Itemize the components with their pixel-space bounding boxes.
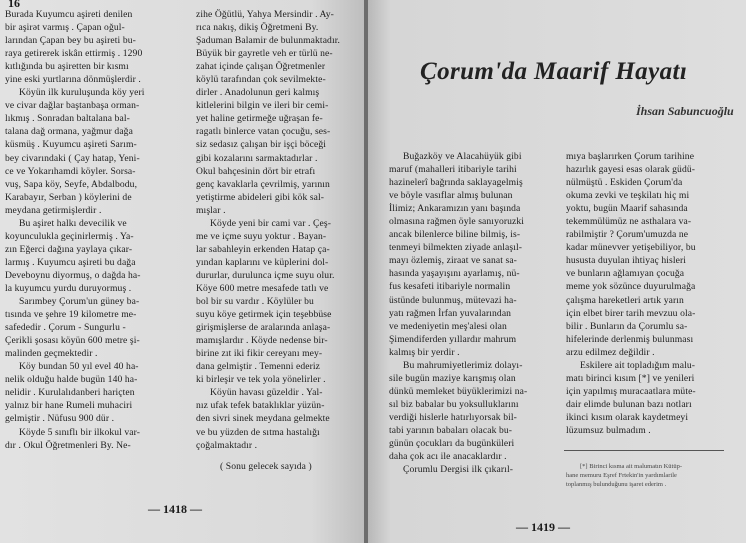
text-line: tenmeyi bilmekten ziyade anlaşıl- xyxy=(389,242,523,254)
text-line: ikinci kısım olarak kaydetmeyi xyxy=(566,411,689,423)
text-line: rıca nakış, dikiş Öğretmeni By. xyxy=(196,22,319,34)
text-line: verdiği hislerle hatırlıyorsak bil- xyxy=(389,411,517,423)
text-line: ki birleşir ve tek yola yönelirler . xyxy=(196,374,326,386)
text-line: yatı rağmen İrfan yuvalarından xyxy=(389,307,512,319)
article-title: Çorum'da Maarif Hayatı xyxy=(420,58,688,85)
text-line: Köyde 5 sınıflı bir ilkokul var- xyxy=(19,426,141,438)
text-line: me ve içme suyu yoktur . Bayan- xyxy=(196,230,327,242)
text-line: köylü tarafından çok sevilmekte- xyxy=(196,74,326,86)
text-line: kitlelerini bilgin ve ileri bir cemi- xyxy=(196,100,329,112)
text-line: çalışma hareketleri artık yarın xyxy=(566,294,684,306)
text-line: hazırlık gayesi esas olarak güdü- xyxy=(566,164,696,176)
text-line: mamışlardır . Köyde nedense bir- xyxy=(196,335,328,347)
text-line: zın Eğerci dağına yaylaya çıkar- xyxy=(5,243,133,255)
text-line: daha çok acı ile anacaklardır . xyxy=(389,451,507,463)
text-line: zihe Öğütlü, Yahya Mersindir . Ay- xyxy=(196,9,334,20)
right-column-1 xyxy=(389,150,567,476)
text-line: hifelerinde derlenmiş bulunması xyxy=(566,333,694,345)
text-line: tısında ve şehre 19 kilometre me- xyxy=(5,309,137,321)
text-line: vuş, Sapa köy, Seyfe, Abdalbodu, xyxy=(5,178,138,190)
text-line: bey civarındaki ( Çay hatap, Yeni- xyxy=(5,152,140,164)
text-line: Köyün havası güzeldir . Yal- xyxy=(210,387,323,399)
text-line: Burada Kuyumcu aşireti denilen xyxy=(5,9,133,20)
text-line: Şimendiferden yıllardır mahrum xyxy=(389,333,517,345)
text-line: girişmişlerse de aralarında anlaşa- xyxy=(196,322,331,334)
text-line: meydana getirmişlerdir . xyxy=(5,204,102,216)
text-line: Sarımbey Çorum'un güney ba- xyxy=(19,296,140,308)
text-line: Büyük bir gayretle veh er türlü ne- xyxy=(196,48,333,60)
text-line: yından kaplarını ve küplerini dol- xyxy=(196,256,329,268)
text-line: hane memuru Eşref Frtekin'in yardımlarile xyxy=(566,472,677,479)
text-line: ve bunların ağlamıyan çocuğa xyxy=(566,268,685,280)
text-line: la kuyumcu yurdu duruyormuş . xyxy=(5,282,132,294)
article-author: İhsan Sabuncuoğlu xyxy=(636,104,734,118)
text-line: bol bir su vardır . Köylüler bu xyxy=(196,296,314,308)
text-line: ( Sonu gelecek sayıda ) xyxy=(220,460,312,472)
right-column-2 xyxy=(566,150,738,437)
text-line: matı birinci kısım [*] ve yenileri xyxy=(566,372,695,384)
text-line: dünkü memleket büyüklerimizi na- xyxy=(389,385,528,397)
text-line: Çorumlu Dergisi ilk çıkarıl- xyxy=(403,464,514,476)
text-line: meme yok sözünce duyurulmağa xyxy=(566,281,696,293)
text-line: yalnız bir hane Rumeli muhaciri xyxy=(5,400,133,412)
text-line: Köyün ilk kuruluşunda köy yeri xyxy=(19,87,145,99)
text-line: dana gelmiştir . Temenni ederiz xyxy=(196,361,320,373)
text-line: lüzumsuz bulmadım . xyxy=(566,424,651,436)
text-line: rabilmiştir ? Çorum'umuzda ne xyxy=(566,229,689,241)
text-line: Köy bundan 50 yıl evel 40 ha- xyxy=(19,361,139,373)
text-line: maruf (mahalleri itibariyle tarihi xyxy=(389,164,517,176)
text-line: larından Çapan bey bu aşireti bu- xyxy=(5,35,136,47)
text-line: Çerikli şosası köyün 600 metre şi- xyxy=(5,335,140,347)
text-line: malinden geçmektedir . xyxy=(5,348,98,360)
text-line: çoğalmaktadır . xyxy=(196,439,258,451)
footnote xyxy=(566,462,738,489)
text-line: kadar münevver yetişebiliyor, bu xyxy=(566,242,696,254)
text-line: tekemmülümüz ne asthalara va- xyxy=(566,216,692,228)
text-line: tabi yarının babaları olacak bu- xyxy=(389,424,513,436)
page-number-left: — 1418 — xyxy=(148,502,202,516)
text-line: Eskilere ait topladığım malu- xyxy=(580,359,696,371)
text-line: nülmüştü . Eskiden Çorum'da xyxy=(566,177,683,189)
text-line: zahat içinde çalışan Öğretmenler xyxy=(196,61,326,73)
text-line: fus kesafeti itibariyle normalin xyxy=(389,281,511,293)
text-line: safededir . Çorum - Sungurlu - xyxy=(5,322,126,334)
text-line: için elbet birer tarih mevzuu ola- xyxy=(566,307,696,319)
text-line: raya getirerek iskân ettirmiş . 1290 xyxy=(5,48,143,60)
text-line: ve bu yüzden de sıtma hastalığı xyxy=(196,426,320,438)
text-line: den sivri sinek meydana gelmekte xyxy=(196,413,330,425)
text-line: için yapılmış muracaatlara müte- xyxy=(566,385,696,397)
text-line: dirler . Anadolunun geri kalmış xyxy=(196,87,320,99)
text-line: okuma zevki ve teşkilatı hiç mi xyxy=(566,190,690,202)
text-line: bilir . Bunların da Çorumlu sa- xyxy=(566,320,688,332)
text-line: günün çocukları da bugünküleri xyxy=(389,438,515,450)
text-line: Okul bahçesinin dört bir etrafı xyxy=(196,165,316,177)
text-line: lar sabahleyin erkenden Hatap ça- xyxy=(196,243,330,255)
text-line: arzu edilmez değildir . xyxy=(566,346,655,358)
text-line: talana dağ ormana, yağmur dağa xyxy=(5,126,133,138)
text-line: kalmış bir yerdir . xyxy=(389,346,460,358)
text-line: İlimiz; Ankaramızın yanı başında xyxy=(389,203,521,215)
text-line: Bu mahrumiyetlerimiz dolayı- xyxy=(403,359,523,371)
text-line: dururlar, durulunca içme suyu olur. xyxy=(196,269,335,281)
text-line: sile bugün maziye karışmış olan xyxy=(389,372,516,384)
text-line: ragatlı binlerce vatan çocuğu, ses- xyxy=(196,126,331,138)
text-line: ve böyle vasıflar almış bulunan xyxy=(389,190,513,202)
text-line: Köye 600 metre mesafede tatlı ve xyxy=(196,282,329,294)
text-line: ve medeniyetin meş'alesi olan xyxy=(389,320,507,332)
text-line: mıya başlarırken Çorum tarihine xyxy=(566,151,695,162)
text-line: gibi kozalarını sarmaktadırlar . xyxy=(196,152,318,164)
text-line: genç kavaklarla çevrilmiş, yarının xyxy=(196,178,330,190)
text-line: Bu aşiret halkı devecilik ve xyxy=(19,217,127,229)
text-line: Köyde yeni bir cami var . Çeş- xyxy=(210,217,332,229)
text-line: üstünde bulunmuş, mütevazi ha- xyxy=(389,294,517,306)
text-line: Şaduman Balamir de bulunmaktadır. xyxy=(196,35,340,47)
text-line: yetiştirme abideleri gibi kök sal- xyxy=(196,191,325,203)
text-line: [*] Birinci kısma ait malumatın Kütüp- xyxy=(580,463,682,470)
text-line: ce ve Yokarıhamdi köyler. Sorsa- xyxy=(5,165,136,177)
text-line: mayı özlemiş, ziraat ve sanat sa- xyxy=(389,255,517,267)
text-line: olmasına rağmen öyle sanıyoruzki xyxy=(389,216,525,228)
left-column-1 xyxy=(5,8,175,452)
text-line: Buğazköy ve Alacahüyük gibi xyxy=(403,151,522,162)
text-line: ancak bilenlerce biline bilmiş, is- xyxy=(389,229,521,241)
text-line: yine eski yurtlarına dönmüşlerdir . xyxy=(5,74,141,86)
text-line: yet haline getirmeğe uğraşan fe- xyxy=(196,113,323,125)
text-line: mışlar . xyxy=(196,204,226,216)
text-line: nelidir . Kurulalıdanberi hariçten xyxy=(5,387,135,399)
footnote-rule xyxy=(564,450,724,451)
text-line: nız ufak tefek bataklıklar yüzün- xyxy=(196,400,325,412)
text-line: küsmüş . Kuyumcu aşireti Sarım- xyxy=(5,139,137,151)
text-line: suyu köye getirmek için teşebbüse xyxy=(196,309,332,321)
text-line: sıl biz babalar bu yoksulluklarını xyxy=(389,398,519,410)
page-header-number: 16 xyxy=(8,0,20,10)
text-line: dair elimde bulunan bazı notları xyxy=(566,398,692,410)
text-line: yoktu, bugün Maarif sahasında xyxy=(566,203,688,215)
text-line: larmış . Kuyumcu aşireti bu dağa xyxy=(5,256,136,268)
text-line: koyunculukla geçinirlermiş . Ya- xyxy=(5,230,134,242)
text-line: Deveboynu diyormuş, o dağda ha- xyxy=(5,269,141,281)
text-line: hasında yaşayışını ayarlamış, nü- xyxy=(389,268,520,280)
text-line: hususta duyulan ihtiyaç hisleri xyxy=(566,255,687,267)
text-line: lıkmış . Sonradan baltalana bal- xyxy=(5,113,130,125)
left-column-2 xyxy=(196,8,362,473)
text-line: bir aşirət varmış . Çapan oğul- xyxy=(5,22,125,34)
text-line: nelik olduğu halde bugün 140 ha- xyxy=(5,374,138,386)
text-line: Karabayır, Serban ) köylerini de xyxy=(5,191,132,203)
text-line: kıtlığında bu aşiretten bir kısmı xyxy=(5,61,129,73)
text-line: gelmiştir . Nüfusu 900 dür . xyxy=(5,413,115,425)
text-line: ve civar dağlar baştanbaşa orman- xyxy=(5,100,140,112)
text-line: toplanmış bulunduğunu işaret ederim . xyxy=(566,481,667,488)
text-line: birine zıt iki fikir cereyanı mey- xyxy=(196,348,323,360)
page-number-right: — 1419 — xyxy=(516,520,570,534)
text-line: siz sedasız çalışan bir işçi böceği xyxy=(196,139,327,151)
text-line: dır . Okul Öğretmenleri By. Ne- xyxy=(5,439,131,451)
left-page xyxy=(0,0,366,543)
text-line: hazinelerî bağrında saklayagelmiş xyxy=(389,177,523,189)
